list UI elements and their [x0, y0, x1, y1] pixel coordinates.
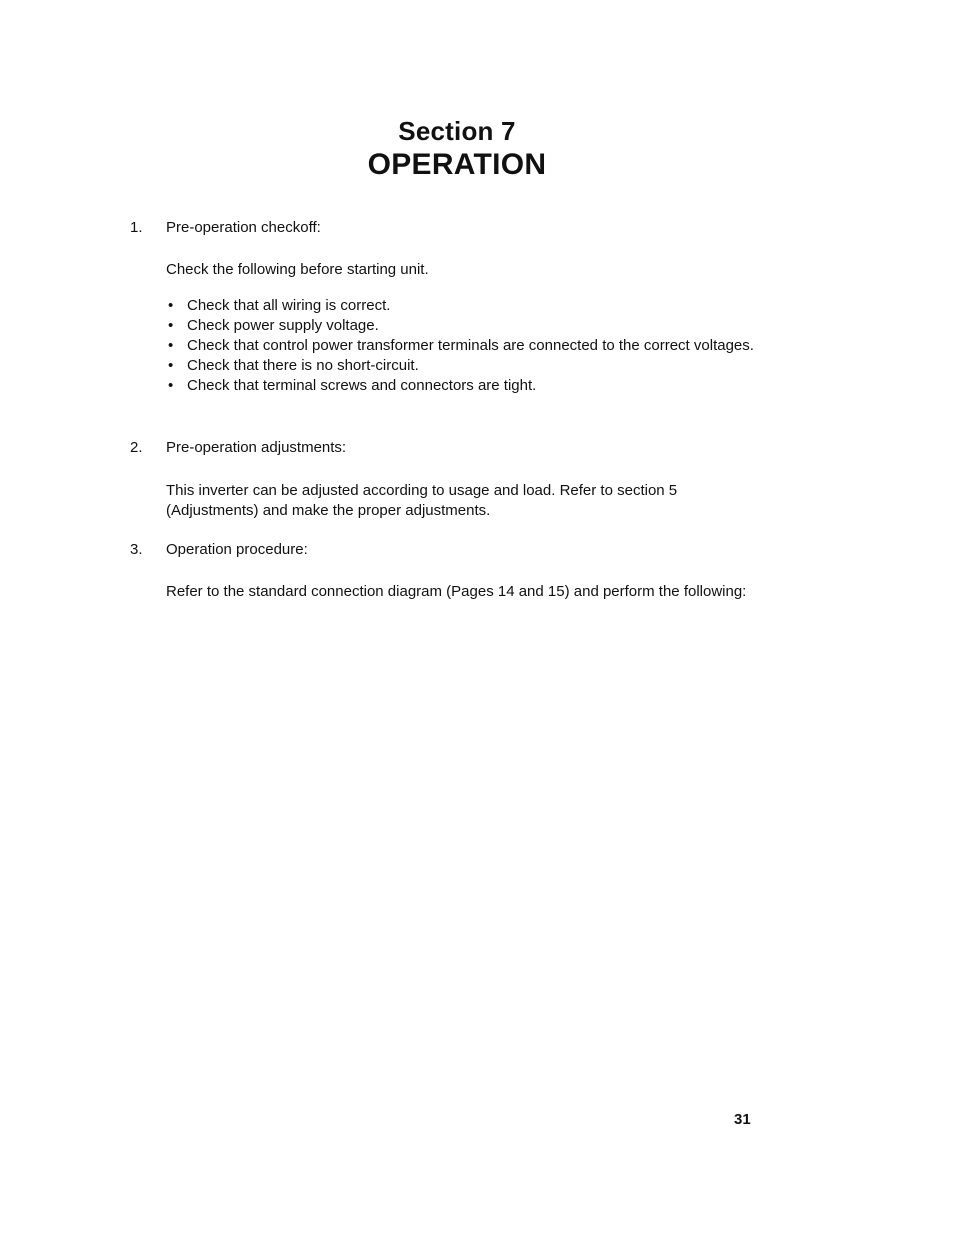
item-intro-1: Check the following before starting unit. [166, 261, 429, 278]
list-item-text: Check that control power transformer terminals are connected to the correct voltages. [187, 337, 754, 354]
page-number: 31 [734, 1111, 751, 1128]
list-item [166, 316, 766, 336]
item-number-1: 1. [130, 219, 143, 236]
item-heading-2: Pre-operation adjustments: [166, 439, 347, 456]
list-item [166, 356, 766, 376]
section-title: OPERATION [367, 148, 547, 181]
list-item [166, 376, 766, 396]
list-item [166, 296, 766, 316]
bullet-icon: • [168, 357, 174, 374]
section-label: Section 7 [398, 116, 516, 146]
list-item-text: Check that all wiring is correct. [187, 297, 391, 314]
item-heading-1: Pre-operation checkoff: [166, 219, 321, 236]
item-heading-3: Operation procedure: [166, 541, 308, 558]
bullet-icon: • [168, 297, 174, 314]
list-item-text: Check that terminal screws and connectors are tight. [187, 377, 537, 394]
item-number-2: 2. [130, 439, 143, 456]
checklist [166, 296, 766, 396]
bullet-icon: • [168, 377, 174, 394]
bullet-icon: • [168, 337, 174, 354]
bullet-icon: • [168, 317, 174, 334]
item-body-2: This inverter can be adjusted according to usage and load. Refer to section 5 (Adjustments) and make the proper adjustments. [166, 482, 678, 519]
item-body-3: Refer to the standard connection diagram (Pages 14 and 15) and perform the following: [166, 583, 747, 600]
list-item-text: Check power supply voltage. [187, 317, 379, 334]
list-item-text: Check that there is no short-circuit. [187, 357, 419, 374]
item-number-3: 3. [130, 541, 143, 558]
list-item [166, 336, 766, 356]
